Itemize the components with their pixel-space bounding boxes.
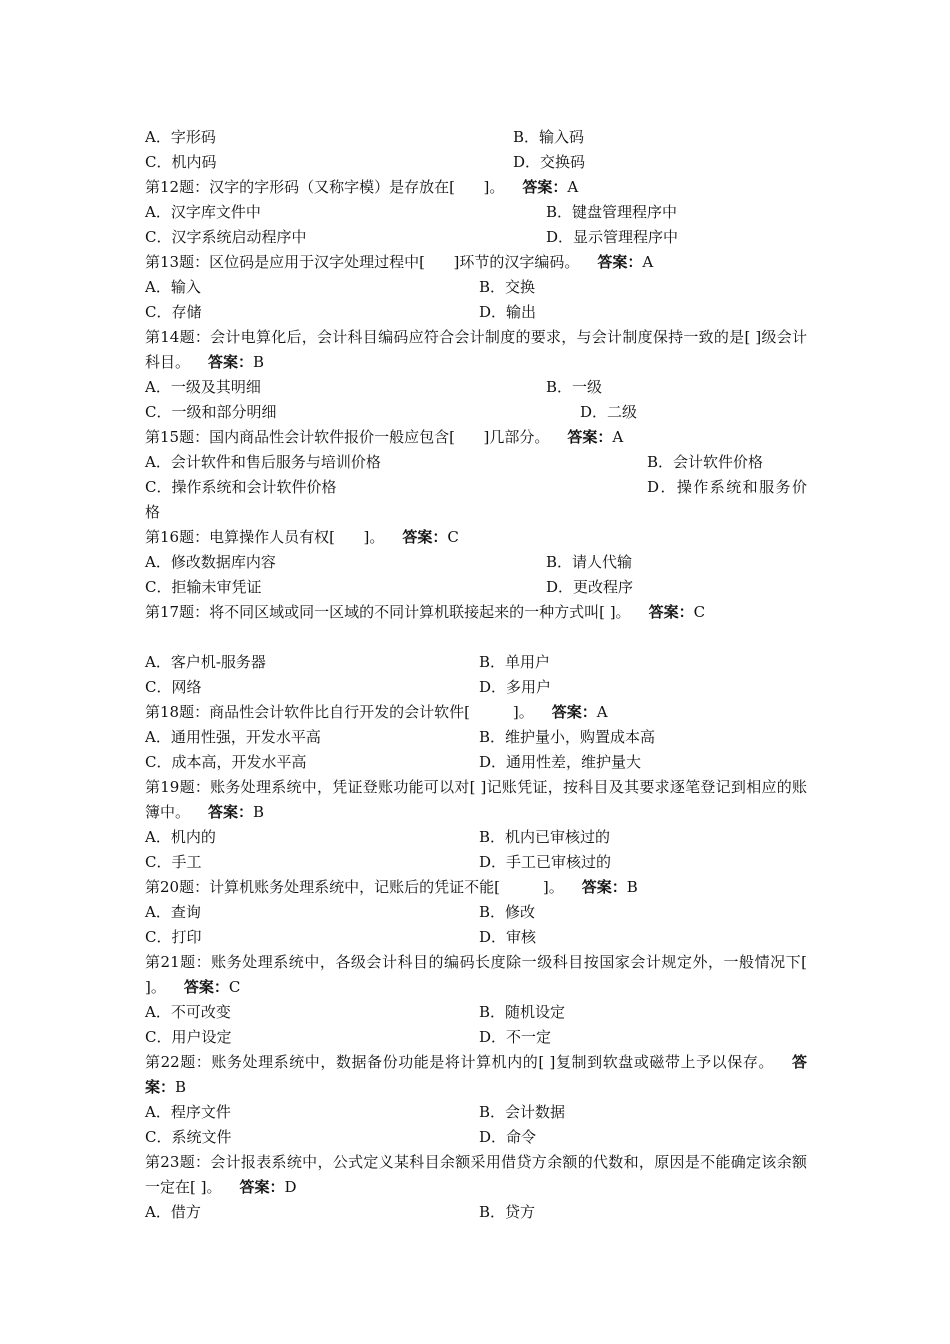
question-23 [145, 1150, 807, 1200]
option-a: A．会计软件和售后服务与培训价格 [145, 453, 381, 471]
answer-value: A [642, 253, 654, 271]
option-c: C．机内码 [145, 153, 217, 171]
option-a: A．字形码 [145, 128, 216, 146]
question-text: 第19题：账务处理系统中，凭证登账功能可以对[ ]记账凭证，按科目及其要求逐笔登记到相应的账簿中。 [145, 778, 807, 821]
option-c: C．操作系统和会计软件价格 [145, 478, 337, 496]
option-a: A．查询 [145, 903, 201, 921]
question-text: 第16题：电算操作人员有权[ ]。 [145, 528, 385, 546]
option-b: B．交换 [479, 278, 536, 296]
option-a: A．不可改变 [145, 1003, 231, 1021]
answer-label: 答案： [567, 428, 613, 446]
question-20 [145, 877, 638, 897]
option-d: D．手工已审核过的 [479, 853, 612, 871]
option-d: D．审核 [479, 928, 537, 946]
answer-value: C [693, 603, 706, 621]
question-16 [145, 527, 459, 547]
option-c: C．一级和部分明细 [145, 403, 277, 421]
option-c: C．存储 [145, 303, 202, 321]
option-b: B．机内已审核过的 [479, 828, 611, 846]
option-d: D．多用户 [479, 678, 552, 696]
answer-value: A [567, 178, 579, 196]
option-d: D．更改程序 [546, 578, 634, 596]
option-d: D．命令 [479, 1128, 537, 1146]
option-a: A．一级及其明细 [145, 378, 261, 396]
option-d: D．输出 [479, 303, 537, 321]
option-a: A．输入 [145, 278, 201, 296]
question-15 [145, 427, 623, 447]
answer-value: B [175, 1078, 187, 1096]
option-b: B．贷方 [479, 1203, 536, 1221]
question-22 [145, 1050, 807, 1100]
option-a: A．通用性强，开发水平高 [145, 728, 321, 746]
question-text: 第13题：区位码是应用于汉字处理过程中[ ]环节的汉字编码。 [145, 253, 580, 271]
question-19 [145, 775, 807, 825]
question-text: 第15题：国内商品性会计软件报价一般应包含[ ]几部分。 [145, 428, 550, 446]
option-b: B．一级 [546, 378, 603, 396]
answer-label: 答案： [145, 1053, 807, 1096]
option-c: C．网络 [145, 678, 202, 696]
option-d: D．操作系统和服务价格 [145, 478, 807, 521]
question-text: 第23题：会计报表系统中，公式定义某科目余额采用借贷方余额的代数和，原因是不能确定该余额一定在[ ]。 [145, 1153, 807, 1196]
answer-label: 答案： [581, 878, 627, 896]
option-d: D．二级 [580, 403, 638, 421]
answer-value: C [228, 978, 241, 996]
question-text: 第22题：账务处理系统中，数据备份功能是将计算机内的[ ]复制到软盘或磁带上予以保存。 [145, 1053, 774, 1071]
answer-label: 答案： [208, 803, 254, 821]
option-c: C．系统文件 [145, 1128, 232, 1146]
question-21 [145, 950, 807, 1000]
answer-value: D [284, 1178, 297, 1196]
answer-label: 答案： [239, 1178, 285, 1196]
option-b: B．键盘管理程序中 [546, 203, 678, 221]
answer-value: B [253, 803, 265, 821]
option-d: D．交换码 [513, 153, 586, 171]
option-c: C．拒输未审凭证 [145, 578, 262, 596]
option-c: C．汉字系统启动程序中 [145, 228, 307, 246]
question-text: 第18题：商品性会计软件比自行开发的会计软件[ ]。 [145, 703, 534, 721]
answer-label: 答案： [402, 528, 448, 546]
option-c: C．打印 [145, 928, 202, 946]
question-text: 第17题：将不同区域或同一区域的不同计算机联接起来的一种方式叫[ ]。 [145, 603, 631, 621]
option-c: C．成本高，开发水平高 [145, 753, 307, 771]
option-c: C．用户设定 [145, 1028, 232, 1046]
option-c: C．手工 [145, 853, 202, 871]
question-13 [145, 252, 653, 272]
question-18 [145, 702, 608, 722]
answer-label: 答案： [183, 978, 229, 996]
option-d: D．显示管理程序中 [546, 228, 679, 246]
answer-value: B [253, 353, 265, 371]
option-a: A．机内的 [145, 828, 216, 846]
answer-value: A [596, 703, 608, 721]
option-a: A．借方 [145, 1203, 201, 1221]
answer-label: 答案： [597, 253, 643, 271]
option-b: B．会计软件价格 [647, 453, 764, 471]
answer-label: 答案： [208, 353, 254, 371]
answer-value: C [447, 528, 459, 546]
answer-value: A [612, 428, 624, 446]
question-text: 第20题：计算机账务处理系统中，记账后的凭证不能[ ]。 [145, 878, 564, 896]
question-text: 第21题：账务处理系统中，各级会计科目的编码长度除一级科目按国家会计规定外，一般情况下[ ]。 [145, 953, 807, 996]
option-b: B．维护量小，购置成本高 [479, 728, 656, 746]
option-b: B．会计数据 [479, 1103, 566, 1121]
option-b: B．请人代输 [546, 553, 633, 571]
option-a: A．汉字库文件中 [145, 203, 261, 221]
answer-value: B [626, 878, 638, 896]
answer-label: 答案： [648, 603, 694, 621]
option-b: B．输入码 [513, 128, 585, 146]
answer-label: 答案： [551, 703, 597, 721]
question-text: 第12题：汉字的字形码（又称字模）是存放在[ ]。 [145, 178, 505, 196]
option-d: D．通用性差，维护量大 [479, 753, 642, 771]
option-a: A．修改数据库内容 [145, 553, 276, 571]
option-b: B．修改 [479, 903, 536, 921]
option-b: B．单用户 [479, 653, 551, 671]
question-17 [145, 600, 807, 625]
option-a: A．程序文件 [145, 1103, 231, 1121]
question-14 [145, 325, 807, 375]
option-b: B．随机设定 [479, 1003, 566, 1021]
option-d: D．不一定 [479, 1028, 552, 1046]
question-12 [145, 177, 578, 197]
answer-label: 答案： [522, 178, 568, 196]
question-text: 第14题：会计电算化后，会计科目编码应符合会计制度的要求，与会计制度保持一致的是[ ]级会计科目。 [145, 328, 807, 371]
option-a: A．客户机-服务器 [145, 653, 266, 671]
